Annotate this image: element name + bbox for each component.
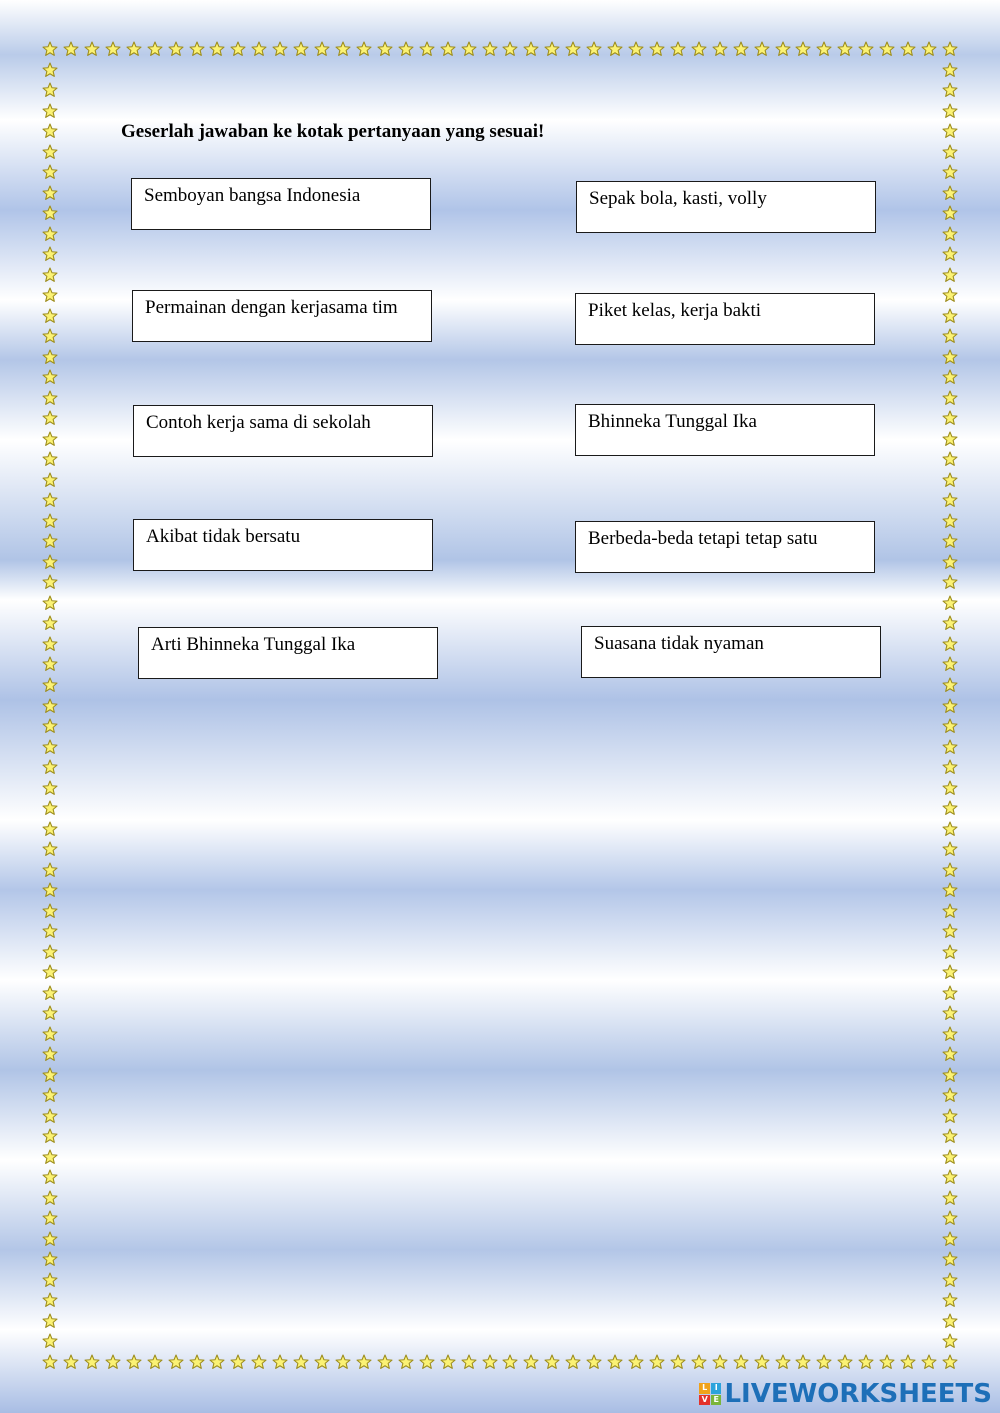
logo-text: LIVEWORKSHEETS xyxy=(724,1379,992,1409)
star-icon xyxy=(42,226,58,242)
star-icon xyxy=(42,246,58,262)
star-icon xyxy=(126,1354,142,1370)
star-icon xyxy=(691,1354,707,1370)
star-icon xyxy=(921,41,937,57)
star-icon xyxy=(942,492,958,508)
star-icon xyxy=(42,1231,58,1247)
star-icon xyxy=(900,1354,916,1370)
question-box[interactable]: Akibat tidak bersatu xyxy=(133,519,433,571)
star-icon xyxy=(377,41,393,57)
star-icon xyxy=(209,1354,225,1370)
star-icon xyxy=(42,533,58,549)
star-icon xyxy=(942,698,958,714)
star-icon xyxy=(858,1354,874,1370)
star-icon xyxy=(942,677,958,693)
star-icon xyxy=(942,1313,958,1329)
star-icon xyxy=(942,1149,958,1165)
star-icon xyxy=(42,328,58,344)
star-icon xyxy=(942,82,958,98)
star-icon xyxy=(42,882,58,898)
logo-icon: L I V E xyxy=(699,1383,721,1405)
star-icon xyxy=(42,944,58,960)
star-icon xyxy=(419,1354,435,1370)
star-icon xyxy=(63,41,79,57)
star-icon xyxy=(942,882,958,898)
star-icon xyxy=(942,615,958,631)
star-icon xyxy=(209,41,225,57)
star-icon xyxy=(942,431,958,447)
star-icon xyxy=(942,903,958,919)
star-icon xyxy=(42,1354,58,1370)
star-icon xyxy=(565,41,581,57)
star-icon xyxy=(42,1190,58,1206)
star-icon xyxy=(42,1313,58,1329)
star-icon xyxy=(523,41,539,57)
star-icon xyxy=(42,123,58,139)
star-icon xyxy=(42,1026,58,1042)
star-icon xyxy=(293,1354,309,1370)
star-icon xyxy=(293,41,309,57)
star-icon xyxy=(42,800,58,816)
star-icon xyxy=(42,41,58,57)
star-icon xyxy=(42,62,58,78)
answer-box[interactable]: Sepak bola, kasti, volly xyxy=(576,181,876,233)
question-box[interactable]: Permainan dengan kerjasama tim xyxy=(132,290,432,342)
star-icon xyxy=(42,82,58,98)
star-icon xyxy=(942,841,958,857)
star-icon xyxy=(272,1354,288,1370)
star-icon xyxy=(42,349,58,365)
star-icon xyxy=(942,636,958,652)
star-icon xyxy=(942,1333,958,1349)
instruction-title: Geserlah jawaban ke kotak pertanyaan yang sesuai! xyxy=(121,121,545,142)
star-icon xyxy=(544,41,560,57)
star-icon xyxy=(105,1354,121,1370)
liveworksheets-logo[interactable] xyxy=(699,1379,992,1409)
star-icon xyxy=(230,41,246,57)
star-icon xyxy=(942,718,958,734)
star-icon xyxy=(126,41,142,57)
star-icon xyxy=(942,1067,958,1083)
star-icon xyxy=(754,41,770,57)
star-icon xyxy=(942,1128,958,1144)
star-icon xyxy=(942,1169,958,1185)
star-icon xyxy=(942,1046,958,1062)
star-icon xyxy=(42,308,58,324)
star-icon xyxy=(42,821,58,837)
star-icon xyxy=(942,1005,958,1021)
star-icon xyxy=(942,410,958,426)
star-icon xyxy=(942,595,958,611)
star-icon xyxy=(251,1354,267,1370)
star-icon xyxy=(544,1354,560,1370)
star-icon xyxy=(900,41,916,57)
star-icon xyxy=(42,410,58,426)
star-icon xyxy=(42,205,58,221)
star-icon xyxy=(42,923,58,939)
star-icon xyxy=(461,1354,477,1370)
star-icon xyxy=(482,41,498,57)
star-icon xyxy=(42,554,58,570)
star-icon xyxy=(230,1354,246,1370)
star-icon xyxy=(691,41,707,57)
star-icon xyxy=(63,1354,79,1370)
star-icon xyxy=(942,390,958,406)
star-icon xyxy=(879,41,895,57)
star-icon xyxy=(314,1354,330,1370)
star-icon xyxy=(398,41,414,57)
star-icon xyxy=(942,328,958,344)
star-icon xyxy=(942,1087,958,1103)
star-icon xyxy=(42,451,58,467)
star-icon xyxy=(942,1108,958,1124)
star-icon xyxy=(42,903,58,919)
star-icon xyxy=(42,1128,58,1144)
star-icon xyxy=(942,1251,958,1267)
star-icon xyxy=(942,759,958,775)
star-icon xyxy=(42,656,58,672)
star-icon xyxy=(147,41,163,57)
star-icon xyxy=(42,615,58,631)
star-icon xyxy=(42,1108,58,1124)
star-icon xyxy=(42,1292,58,1308)
star-icon xyxy=(942,862,958,878)
star-icon xyxy=(42,780,58,796)
star-icon xyxy=(649,41,665,57)
star-icon xyxy=(942,267,958,283)
star-icon xyxy=(42,1210,58,1226)
star-icon xyxy=(42,841,58,857)
star-icon xyxy=(42,595,58,611)
star-icon xyxy=(942,369,958,385)
star-icon xyxy=(42,1251,58,1267)
star-icon xyxy=(942,41,958,57)
star-icon xyxy=(837,41,853,57)
star-icon xyxy=(42,718,58,734)
star-icon xyxy=(168,41,184,57)
star-icon xyxy=(42,574,58,590)
star-icon xyxy=(628,41,644,57)
star-icon xyxy=(712,41,728,57)
star-icon xyxy=(335,41,351,57)
star-icon xyxy=(42,1272,58,1288)
star-icon xyxy=(251,41,267,57)
star-icon xyxy=(607,1354,623,1370)
star-icon xyxy=(42,472,58,488)
star-icon xyxy=(942,964,958,980)
star-icon xyxy=(733,41,749,57)
star-icon xyxy=(586,1354,602,1370)
star-icon xyxy=(942,472,958,488)
star-icon xyxy=(42,144,58,160)
star-icon xyxy=(42,759,58,775)
star-icon xyxy=(189,41,205,57)
star-icon xyxy=(272,41,288,57)
star-icon xyxy=(942,1026,958,1042)
star-icon xyxy=(42,1087,58,1103)
star-icon xyxy=(837,1354,853,1370)
star-icon xyxy=(502,41,518,57)
star-icon xyxy=(942,574,958,590)
star-icon xyxy=(942,185,958,201)
star-icon xyxy=(42,1333,58,1349)
star-icon xyxy=(42,431,58,447)
star-icon xyxy=(712,1354,728,1370)
star-icon xyxy=(377,1354,393,1370)
star-icon xyxy=(398,1354,414,1370)
star-icon xyxy=(921,1354,937,1370)
star-icon xyxy=(942,1354,958,1370)
star-icon xyxy=(147,1354,163,1370)
star-icon xyxy=(942,533,958,549)
star-icon xyxy=(482,1354,498,1370)
answer-box[interactable]: Suasana tidak nyaman xyxy=(581,626,881,678)
star-icon xyxy=(942,164,958,180)
star-icon xyxy=(942,780,958,796)
star-icon xyxy=(942,349,958,365)
star-icon xyxy=(942,1231,958,1247)
question-box[interactable]: Arti Bhinneka Tunggal Ika xyxy=(138,627,438,679)
star-icon xyxy=(942,821,958,837)
star-icon xyxy=(942,985,958,1001)
star-icon xyxy=(84,41,100,57)
star-icon xyxy=(816,41,832,57)
star-icon xyxy=(42,492,58,508)
question-box[interactable]: Contoh kerja sama di sekolah xyxy=(133,405,433,457)
star-icon xyxy=(942,62,958,78)
star-icon xyxy=(628,1354,644,1370)
star-icon xyxy=(607,41,623,57)
star-icon xyxy=(942,123,958,139)
star-icon xyxy=(942,103,958,119)
star-icon xyxy=(775,41,791,57)
star-icon xyxy=(733,1354,749,1370)
star-icon xyxy=(42,287,58,303)
answer-box[interactable]: Piket kelas, kerja bakti xyxy=(575,293,875,345)
star-icon xyxy=(42,164,58,180)
star-icon xyxy=(858,41,874,57)
star-icon xyxy=(42,1067,58,1083)
star-icon xyxy=(440,41,456,57)
star-icon xyxy=(942,800,958,816)
star-icon xyxy=(42,103,58,119)
star-icon xyxy=(942,656,958,672)
star-icon xyxy=(670,1354,686,1370)
star-icon xyxy=(670,41,686,57)
star-icon xyxy=(775,1354,791,1370)
star-icon xyxy=(42,185,58,201)
star-icon xyxy=(105,41,121,57)
star-icon xyxy=(795,1354,811,1370)
star-icon xyxy=(42,1005,58,1021)
star-icon xyxy=(42,698,58,714)
star-icon xyxy=(42,636,58,652)
star-icon xyxy=(356,41,372,57)
star-icon xyxy=(942,1292,958,1308)
star-icon xyxy=(42,369,58,385)
star-icon xyxy=(879,1354,895,1370)
star-icon xyxy=(42,862,58,878)
star-icon xyxy=(816,1354,832,1370)
star-icon xyxy=(754,1354,770,1370)
star-icon xyxy=(942,923,958,939)
star-icon xyxy=(942,739,958,755)
star-icon xyxy=(942,451,958,467)
answer-box[interactable]: Bhinneka Tunggal Ika xyxy=(575,404,875,456)
star-icon xyxy=(168,1354,184,1370)
star-icon xyxy=(942,205,958,221)
star-icon xyxy=(502,1354,518,1370)
star-icon xyxy=(942,1210,958,1226)
answer-box[interactable]: Berbeda-beda tetapi tetap satu xyxy=(575,521,875,573)
star-icon xyxy=(942,554,958,570)
star-icon xyxy=(942,246,958,262)
star-icon xyxy=(649,1354,665,1370)
star-icon xyxy=(795,41,811,57)
star-icon xyxy=(42,513,58,529)
star-icon xyxy=(586,41,602,57)
star-icon xyxy=(565,1354,581,1370)
star-icon xyxy=(84,1354,100,1370)
star-icon xyxy=(42,1046,58,1062)
star-icon xyxy=(42,1169,58,1185)
star-icon xyxy=(42,267,58,283)
star-icon xyxy=(942,1272,958,1288)
question-box[interactable]: Semboyan bangsa Indonesia xyxy=(131,178,431,230)
star-icon xyxy=(461,41,477,57)
star-icon xyxy=(42,390,58,406)
star-icon xyxy=(440,1354,456,1370)
star-icon xyxy=(942,944,958,960)
star-icon xyxy=(523,1354,539,1370)
star-icon xyxy=(419,41,435,57)
star-icon xyxy=(42,677,58,693)
star-icon xyxy=(942,144,958,160)
star-icon xyxy=(356,1354,372,1370)
star-icon xyxy=(42,985,58,1001)
star-icon xyxy=(314,41,330,57)
star-icon xyxy=(189,1354,205,1370)
star-icon xyxy=(942,513,958,529)
star-icon xyxy=(942,1190,958,1206)
star-icon xyxy=(942,226,958,242)
star-icon xyxy=(335,1354,351,1370)
star-icon xyxy=(42,739,58,755)
star-icon xyxy=(942,287,958,303)
star-icon xyxy=(942,308,958,324)
star-icon xyxy=(42,964,58,980)
star-icon xyxy=(42,1149,58,1165)
